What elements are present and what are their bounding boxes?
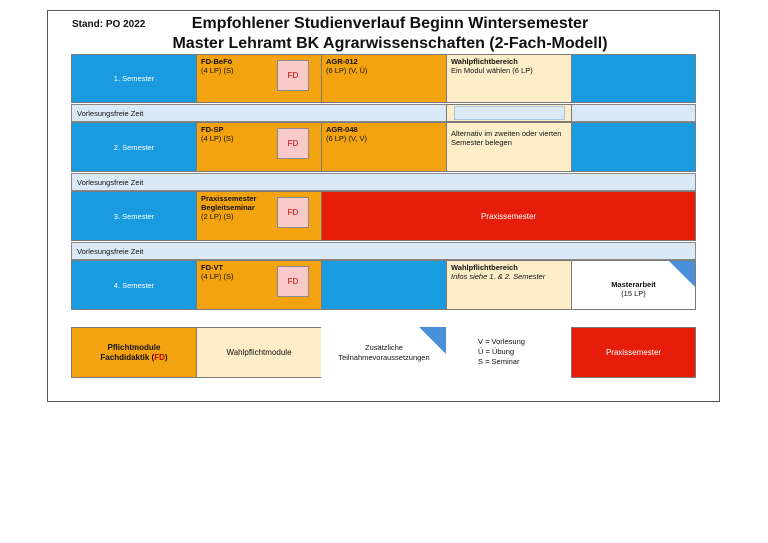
break-1-label: Vorlesungsfreie Zeit (77, 109, 144, 118)
empty-cell-s2 (571, 122, 696, 172)
module-fd-befo-lp: (4 LP) (S) (201, 66, 234, 75)
fd-tag-s3: FD (277, 197, 309, 228)
semester-3-label (71, 191, 197, 241)
page-title-line1: Empfohlener Studienverlauf Beginn Wintersemester (191, 15, 589, 32)
legend-abk-u: Ü = Übung (478, 347, 515, 356)
wahlpflicht-s2-text: Alternativ im zweiten oder vierten Semester belegen (451, 129, 562, 147)
wahlpflicht-s4-title: Wahlpflichtbereich (451, 263, 518, 272)
module-agr-048-title: AGR-048 (326, 125, 358, 134)
module-agr-048 (321, 122, 447, 172)
module-agr-048-lp: (6 LP) (V, V) (326, 134, 367, 143)
legend-pflicht-line2 (100, 353, 167, 363)
module-agr-012-title: AGR-012 (326, 57, 358, 66)
module-wahlpflicht-s4 (446, 260, 572, 310)
fd-tag-s4: FD (277, 266, 309, 297)
semester-1-text: 1. Semester (113, 74, 155, 83)
legend-pflicht-fd: FD (154, 352, 165, 362)
break-3 (71, 242, 696, 260)
module-fd-vt-lp: (4 LP) (S) (201, 272, 234, 281)
wahlpflicht-s4-text: Infos siehe 1. & 2. Semester (451, 272, 546, 281)
module-fd-befo-title: FD-BeFö (201, 57, 233, 66)
fd-tag-s1: FD (277, 60, 309, 91)
legend-pflicht-fachdidaktik: Fachdidaktik ( (100, 352, 155, 362)
break-3-label: Vorlesungsfreie Zeit (77, 247, 144, 256)
legend-zusatz-line2: Teilnahmevoraussetzungen (338, 352, 430, 362)
legend-abkuerzungen (446, 327, 572, 378)
legend-pflicht-paren: ) (164, 352, 168, 362)
masterarbeit-title: Masterarbeit (611, 280, 656, 289)
module-wahlpflicht-s1 (446, 54, 572, 103)
module-wahlpflicht-s2 (446, 122, 572, 172)
fd-tag-s2: FD (277, 128, 309, 159)
masterarbeit-lp: (15 LP) (621, 289, 646, 298)
praxis-begleit-title2: Begleitseminar (201, 203, 255, 212)
semester-2-label (71, 122, 197, 172)
module-fd-sp-lp: (4 LP) (S) (201, 134, 234, 143)
module-agr-012-lp: (6 LP) (V, Ü) (326, 66, 368, 75)
semester-4-text: 4. Semester (113, 280, 155, 290)
legend-abk-s: S = Seminar (478, 357, 520, 366)
empty-cell-s4 (321, 260, 447, 310)
praxis-begleit-lp: (2 LP) (S) (201, 212, 234, 221)
stand-label: Stand: PO 2022 (72, 19, 146, 30)
legend-praxissemester-label: Praxissemester (605, 348, 662, 357)
module-agr-012 (321, 54, 447, 103)
break-2 (71, 173, 696, 191)
legend-praxissemester (571, 327, 696, 378)
teilnahme-corner-icon (669, 261, 695, 287)
legend-zusatz (321, 327, 447, 378)
praxissemester-block (321, 191, 696, 241)
semester-3-text: 3. Semester (113, 211, 155, 221)
praxissemester-label: Praxissemester (480, 211, 537, 221)
legend-pflichtmodule (71, 327, 197, 378)
wahlpflicht-s1-title: Wahlpflichtbereich (451, 57, 518, 66)
wahlpflicht-s1-text: Ein Modul wählen (6 LP) (451, 66, 533, 75)
legend-zusatz-line1: Zusätzliche (365, 342, 403, 352)
legend-zusatz-corner-icon (419, 327, 447, 355)
legend-wahlpflicht (196, 327, 322, 378)
legend-pflicht-line1: Pflichtmodule (107, 342, 161, 352)
legend-wahlpflicht-label: Wahlpflichtmodule (226, 348, 292, 357)
wahlpflicht-bridge-inner (454, 106, 565, 120)
semester-1-label (71, 54, 197, 103)
page-title-line2: Master Lehramt BK Agrarwissenschaften (2-Fach-Modell) (172, 35, 608, 52)
semester-2-text: 2. Semester (113, 142, 155, 152)
legend-abk-v: V = Vorlesung (478, 337, 525, 346)
empty-cell-s1 (571, 54, 696, 103)
praxis-begleit-title1: Praxissemester (201, 194, 257, 203)
module-fd-sp-title: FD-SP (201, 125, 224, 134)
break-1 (71, 104, 696, 122)
break-2-label: Vorlesungsfreie Zeit (77, 178, 144, 187)
semester-4-label (71, 260, 197, 310)
masterarbeit (571, 260, 696, 310)
module-fd-vt-title: FD-VT (201, 263, 224, 272)
